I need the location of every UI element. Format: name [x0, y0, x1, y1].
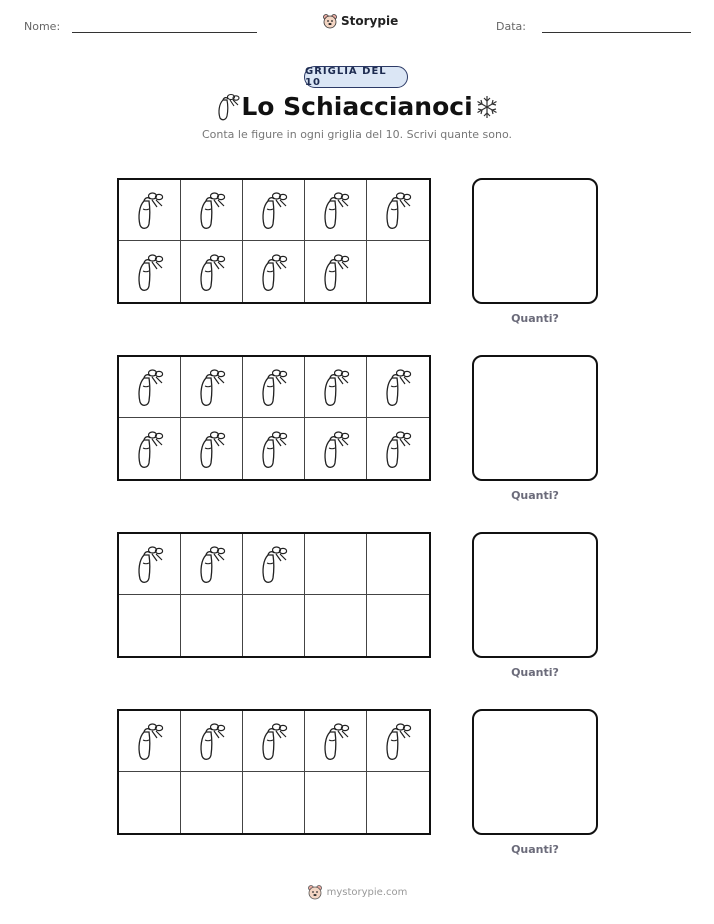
name-line[interactable] — [72, 32, 257, 33]
ten-frame-cell — [119, 595, 181, 656]
ten-frame-cell — [305, 711, 367, 772]
ballet-shoe-icon — [321, 189, 351, 231]
ballet-shoe-icon — [135, 543, 165, 585]
ten-frame-cell — [119, 418, 181, 479]
answer-label-3: Quanti? — [511, 666, 559, 679]
answer-box-2[interactable] — [472, 355, 598, 481]
ten-frame-cell — [367, 534, 429, 595]
ballet-shoe-icon — [383, 366, 413, 408]
ten-frame-cell — [181, 595, 243, 656]
answer-label-1: Quanti? — [511, 312, 559, 325]
ten-frame-cell — [367, 357, 429, 418]
ten-frame-cell — [243, 357, 305, 418]
ballet-shoe-icon — [197, 251, 227, 293]
date-label: Data: — [496, 20, 526, 33]
storypie-logo — [322, 13, 398, 29]
snowflake-icon — [474, 94, 500, 120]
ten-frame-cell — [305, 357, 367, 418]
ten-frame-cell — [305, 595, 367, 656]
ten-frame-cell — [181, 357, 243, 418]
ten-frame-cell — [181, 772, 243, 833]
ballet-shoe-icon — [259, 366, 289, 408]
ten-frame-cell — [119, 357, 181, 418]
ten-frame-cell — [367, 418, 429, 479]
ballet-shoe-icon — [259, 189, 289, 231]
ballet-shoe-icon — [135, 428, 165, 470]
ballet-shoe-icon — [383, 189, 413, 231]
ballet-shoe-icon — [197, 543, 227, 585]
answer-box-4[interactable] — [472, 709, 598, 835]
ballet-shoe-icon — [321, 366, 351, 408]
footer-url: mystorypie.com — [326, 886, 408, 898]
ten-frame-cell — [367, 595, 429, 656]
ten-frame-cell — [243, 241, 305, 302]
ballet-shoe-icon — [197, 720, 227, 762]
ten-frame-cell — [181, 534, 243, 595]
ten-frame-cell — [367, 711, 429, 772]
brand-name: Storypie — [341, 14, 399, 28]
ten-frame-cell — [181, 180, 243, 241]
ten-frame-cell — [243, 534, 305, 595]
ten-frame-cell — [305, 241, 367, 302]
answer-box-1[interactable] — [472, 178, 598, 304]
bear-icon — [307, 884, 323, 900]
ballet-shoe-icon — [135, 366, 165, 408]
ten-frame-cell — [243, 180, 305, 241]
answer-box-3[interactable] — [472, 532, 598, 658]
ballet-shoe-icon — [321, 720, 351, 762]
page-title: Lo Schiaccianoci — [241, 92, 473, 121]
ten-frame-cell — [119, 180, 181, 241]
ballet-shoe-icon — [197, 189, 227, 231]
ten-frame-cell — [305, 772, 367, 833]
ten-frame-cell — [119, 534, 181, 595]
ballet-shoe-icon — [259, 720, 289, 762]
ten-frame-2 — [117, 355, 431, 481]
ten-frame-cell — [119, 241, 181, 302]
instructions: Conta le figure in ogni griglia del 10. Scrivi quante sono. — [201, 128, 512, 141]
ten-frame-cell — [119, 772, 181, 833]
answer-label-4: Quanti? — [511, 843, 559, 856]
ten-frame-cell — [119, 711, 181, 772]
ten-frame-4 — [117, 709, 431, 835]
ten-frame-cell — [243, 595, 305, 656]
ballet-shoe-icon — [259, 251, 289, 293]
ballet-shoe-icon — [135, 720, 165, 762]
ten-frame-cell — [243, 711, 305, 772]
ballet-shoe-icon — [383, 428, 413, 470]
ten-frame-cell — [181, 418, 243, 479]
ballet-shoe-icon — [259, 428, 289, 470]
ten-frame-cell — [243, 772, 305, 833]
ballet-shoe-icon — [197, 366, 227, 408]
ten-frame-cell — [305, 534, 367, 595]
ten-frame-cell — [367, 241, 429, 302]
ten-frame-cell — [367, 180, 429, 241]
ballet-shoe-icon — [321, 251, 351, 293]
ballet-shoe-icon — [321, 428, 351, 470]
name-label: Nome: — [24, 20, 61, 33]
ten-frame-cell — [181, 711, 243, 772]
footer — [0, 884, 714, 900]
ten-frame-cell — [181, 241, 243, 302]
date-line[interactable] — [542, 32, 691, 33]
ballet-shoe-icon — [383, 720, 413, 762]
category-badge: GRIGLIA DEL 10 — [304, 66, 408, 88]
ten-frame-3 — [117, 532, 431, 658]
ten-frame-cell — [305, 180, 367, 241]
answer-label-2: Quanti? — [511, 489, 559, 502]
ten-frame-1 — [117, 178, 431, 304]
ten-frame-cell — [243, 418, 305, 479]
ten-frame-cell — [305, 418, 367, 479]
bear-icon — [322, 13, 338, 29]
ten-frame-cell — [367, 772, 429, 833]
ballet-shoe-icon — [135, 189, 165, 231]
ballet-shoe-icon — [135, 251, 165, 293]
ballet-shoe-icon — [259, 543, 289, 585]
ballet-shoe-icon — [197, 428, 227, 470]
